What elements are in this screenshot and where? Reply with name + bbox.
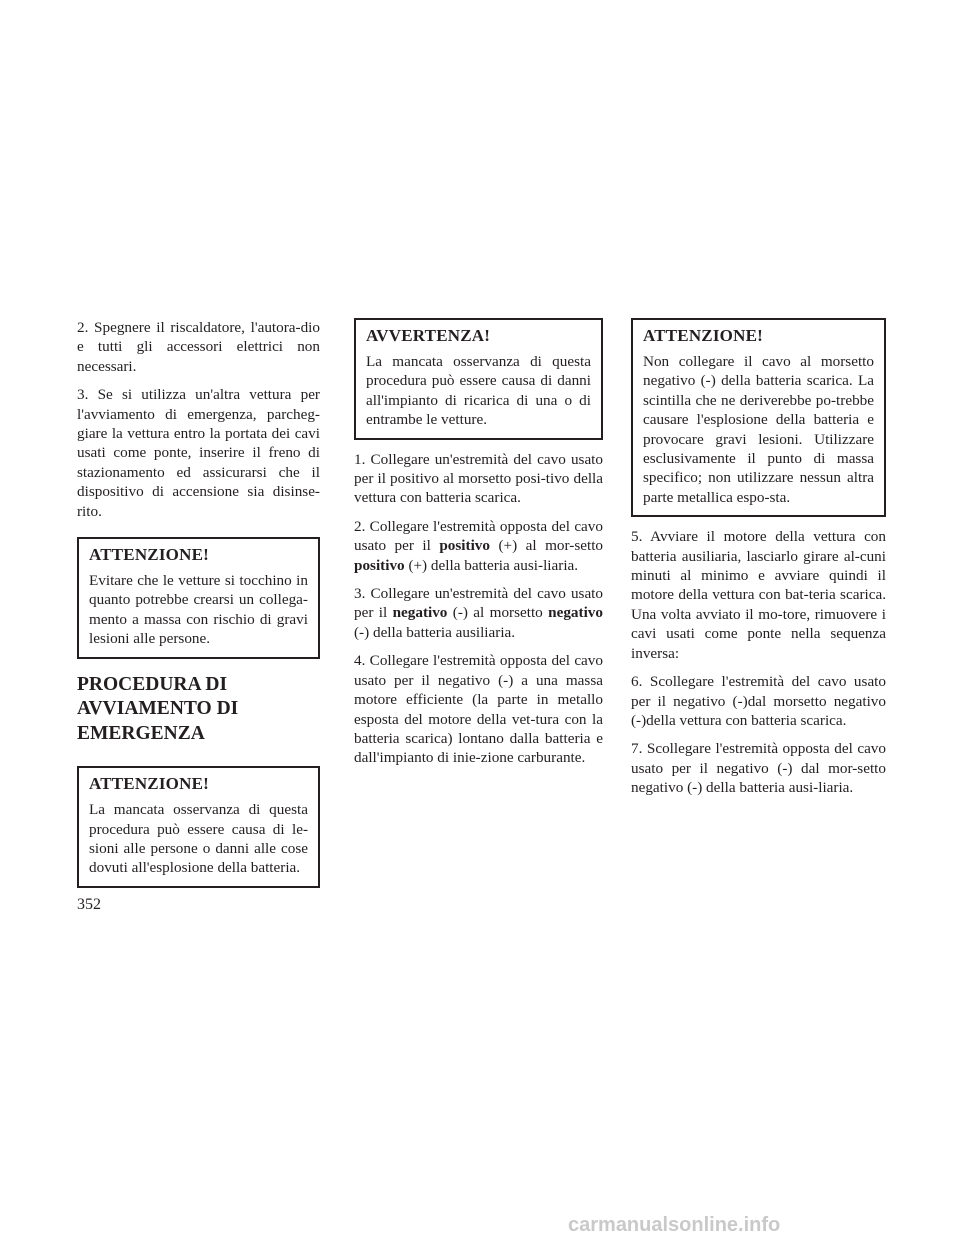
text-run: (-) al morsetto	[447, 604, 549, 622]
text-run: 2. Collegare l'estremità opposta del cavo usato per il	[354, 517, 603, 555]
warning-title: ATTENZIONE!	[89, 774, 209, 794]
caution-box	[354, 318, 603, 440]
warning-title: ATTENZIONE!	[643, 326, 763, 345]
column-left	[77, 318, 320, 898]
warning-text: La mancata osservanza di questa procedura può essere causa di le-sioni alle persone o danni alle cose dovuti all'esplosione della batteria.	[89, 801, 308, 877]
text-run: (+) della batteria ausi-liaria.	[404, 556, 579, 574]
paragraph-step-6: 6. Scollegare l'estremità del cavo usato per il negativo (-)dal morsetto negativo (-)della vettura con batteria scarica.	[631, 673, 886, 729]
paragraph-step-3: 3. Se si utilizza un'altra vettura per l'avviamento di emergenza, parcheg-giare la vettura entro la portata dei cavi usati come ponte, inserire il freno di stazionamento ed assicurarsi che il dispositivo di accensione sia disinse-rito.	[77, 386, 320, 520]
section-heading-line: AVVIAMENTO DI	[77, 698, 239, 720]
warning-box-contact	[77, 537, 320, 659]
section-heading	[77, 673, 320, 747]
warning-text: Evitare che le vetture si tocchino in quanto potrebbe crearsi un collega-mento a massa con rischio di gravi lesioni alle persone.	[89, 572, 308, 648]
warning-title: ATTENZIONE!	[89, 545, 209, 565]
paragraph-step-7: 7. Scollegare l'estremità opposta del cavo usato per il negativo (-) dal mor-setto negativo (-) della batteria ausi-liaria.	[631, 740, 886, 797]
warning-text: Non collegare il cavo al morsetto negativo (-) della batteria scarica. La scintilla che ne deriverebbe po-trebbe causare l'esplosione della batteria e provocare gravi lesioni. Utilizzare esclusivamente il punto di massa specifico; non utilizzare nessun altra parte metallica espo-sta.	[643, 353, 874, 506]
caution-title: AVVERTENZA!	[366, 326, 491, 345]
bold-term: positivo	[354, 556, 405, 574]
watermark-text: carmanualsonline.info	[568, 1214, 781, 1236]
paragraph-step-2: 2. Spegnere il riscaldatore, l'autora-dio e tutti gli accessori elettrici non necessari.	[77, 319, 320, 375]
bold-term: positivo	[439, 537, 490, 555]
paragraph-step-5: 5. Avviare il motore della vettura con batteria ausiliaria, lasciarlo girare al-cuni minuti al minimo e avviare quindi il motore della vettura con bat-teria scarica. Una volta avviato il mo-tore, rimuovere i cavi usati come ponte nella sequenza inversa:	[631, 528, 886, 662]
text-run: (-) della batteria ausiliaria.	[354, 623, 516, 641]
text-run: 3. Collegare un'estremità del cavo usato per il	[354, 585, 603, 622]
paragraph-step-2b	[354, 517, 603, 575]
paragraph-step-4: 4. Collegare l'estremità opposta del cavo usato per il negativo (-) a una massa motore efficiente (la parte in metallo esposta del motore della vet-tura con la batteria scarica) lontano dalla batteria e dall'impianto di inie-zione carburante.	[354, 652, 603, 767]
bold-term: negativo	[548, 604, 603, 622]
warning-box-procedure	[77, 766, 320, 888]
paragraph-step-3b	[354, 584, 603, 642]
section-heading-line: EMERGENZA	[77, 722, 205, 744]
caution-text: La mancata osservanza di questa procedura può essere causa di danni all'impianto di ricarica di una o di entrambe le vetture.	[366, 353, 591, 429]
paragraph-step-1: 1. Collegare un'estremità del cavo usato per il positivo al morsetto posi-tivo della vettura con batteria scarica.	[354, 450, 603, 507]
column-right	[631, 318, 886, 807]
text-run: (+) al mor-setto	[490, 537, 604, 555]
section-heading-line: PROCEDURA DI	[77, 673, 228, 695]
column-middle	[354, 318, 603, 777]
page-number: 352	[77, 896, 101, 913]
warning-box-negative	[631, 318, 886, 517]
bold-term: negativo	[392, 604, 448, 622]
